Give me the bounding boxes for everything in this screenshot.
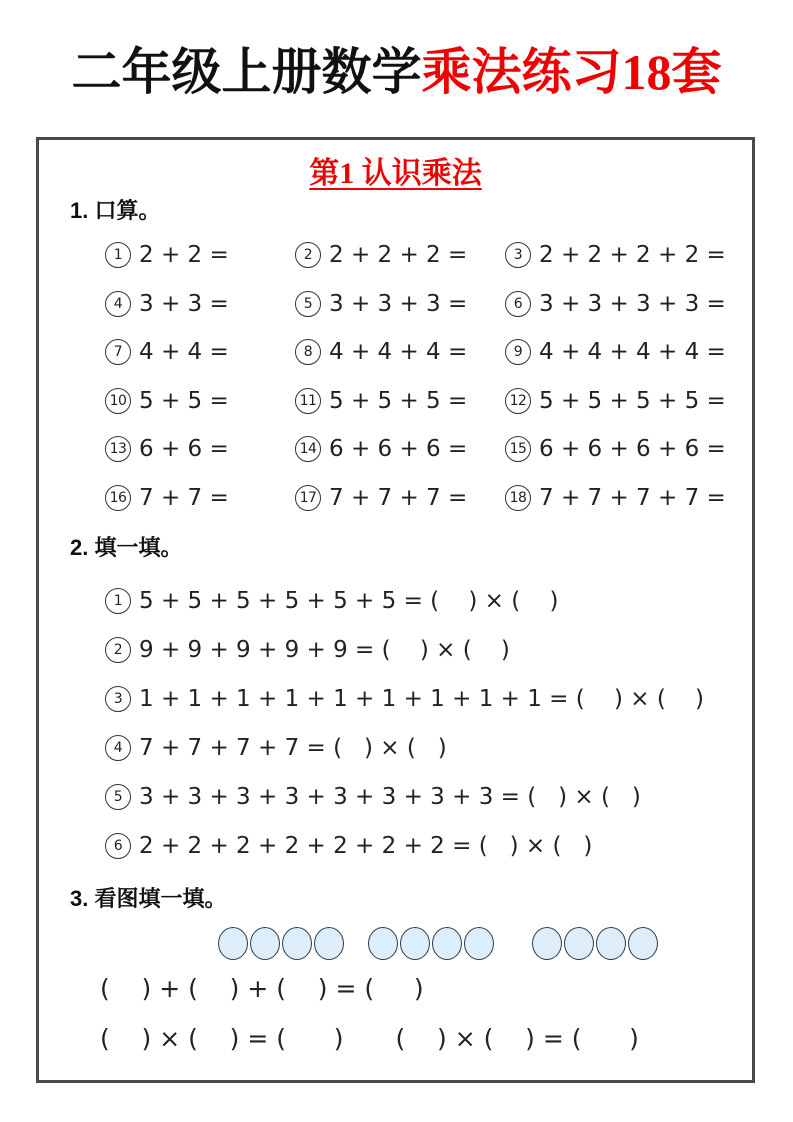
oral-problem-15 (505, 436, 753, 462)
circled-number: 18 (505, 485, 531, 511)
worksheet-section-title-text: 第1 认识乘法 (309, 157, 482, 190)
expression: 2 + 2 + 2 + 2 + 2 + 2 + 2 = ( ) × ( ) (139, 832, 593, 859)
circled-number: 1 (105, 588, 131, 614)
expression: 3 + 3 + 3 + 3 = (539, 290, 726, 317)
circled-number: 14 (295, 436, 321, 462)
page-title-black: 二年级上册数学 (71, 44, 422, 100)
fill-in-problem-5 (105, 772, 704, 821)
addition-equation-blank: ( ) + ( ) + ( ) = ( ) (100, 974, 424, 1003)
counter-circle (628, 927, 658, 960)
circle-group-1 (218, 927, 344, 960)
expression: 4 + 4 + 4 + 4 = (539, 339, 726, 366)
multiplication-equations-row (100, 1024, 639, 1053)
counter-circle (432, 927, 462, 960)
worksheet-box (36, 137, 755, 1083)
circled-number: 8 (295, 339, 321, 365)
counter-circle (218, 927, 248, 960)
counter-circle (596, 927, 626, 960)
circled-number: 4 (105, 735, 131, 761)
expression: 2 + 2 + 2 + 2 = (539, 242, 726, 269)
expression: 5 + 5 = (139, 387, 229, 414)
expression: 4 + 4 = (139, 339, 229, 366)
oral-calculation-grid (105, 231, 753, 522)
expression: 2 + 2 + 2 = (329, 242, 468, 269)
counter-circle (400, 927, 430, 960)
expression: 4 + 4 + 4 = (329, 339, 468, 366)
worksheet-section-title (39, 148, 752, 192)
oral-problem-7 (105, 339, 295, 365)
expression: 2 + 2 = (139, 242, 229, 269)
counter-circle (250, 927, 280, 960)
oral-problem-14 (295, 436, 505, 462)
circled-number: 5 (295, 291, 321, 317)
expression: 7 + 7 = (139, 484, 229, 511)
oral-problem-8 (295, 339, 505, 365)
expression: 7 + 7 + 7 + 7 = ( ) × ( ) (139, 734, 447, 761)
circle-group-2 (368, 927, 494, 960)
expression: 5 + 5 + 5 = (329, 387, 468, 414)
expression: 9 + 9 + 9 + 9 + 9 = ( ) × ( ) (139, 636, 510, 663)
oral-problem-11 (295, 388, 505, 414)
counter-circle (464, 927, 494, 960)
expression: 3 + 3 = (139, 290, 229, 317)
oral-problem-17 (295, 485, 505, 511)
counter-circle (564, 927, 594, 960)
expression: 3 + 3 + 3 = (329, 290, 468, 317)
fill-in-list (105, 576, 704, 870)
oral-problem-10 (105, 388, 295, 414)
circled-number: 5 (105, 784, 131, 810)
oral-problem-5 (295, 291, 505, 317)
oral-problem-18 (505, 485, 753, 511)
counter-circle (314, 927, 344, 960)
circled-number: 3 (505, 242, 531, 268)
circled-number: 6 (105, 833, 131, 859)
oral-problem-4 (105, 291, 295, 317)
section2-heading: 2. 填一填。 (70, 535, 183, 560)
expression: 1 + 1 + 1 + 1 + 1 + 1 + 1 + 1 + 1 = ( ) × ( ) (139, 685, 705, 712)
oral-problem-6 (505, 291, 753, 317)
circled-number: 13 (105, 436, 131, 462)
circled-number: 16 (105, 485, 131, 511)
fill-in-problem-4 (105, 723, 704, 772)
circled-number: 1 (105, 242, 131, 268)
circled-number: 2 (295, 242, 321, 268)
counter-circle (282, 927, 312, 960)
expression: 6 + 6 + 6 + 6 = (539, 436, 726, 463)
fill-in-problem-6 (105, 821, 704, 870)
circled-number: 4 (105, 291, 131, 317)
counter-circle (532, 927, 562, 960)
multiplication-equation-blank-1: ( ) × ( ) = ( ) (100, 1024, 344, 1053)
expression: 5 + 5 + 5 + 5 + 5 + 5 = ( ) × ( ) (139, 587, 559, 614)
page-title (0, 44, 793, 100)
oral-problem-9 (505, 339, 753, 365)
oral-problem-12 (505, 388, 753, 414)
section3-heading: 3. 看图填一填。 (70, 886, 227, 911)
oral-problem-13 (105, 436, 295, 462)
expression: 7 + 7 + 7 = (329, 484, 468, 511)
fill-in-problem-2 (105, 625, 704, 674)
expression: 6 + 6 = (139, 436, 229, 463)
circled-number: 2 (105, 637, 131, 663)
counter-circle (368, 927, 398, 960)
oral-problem-16 (105, 485, 295, 511)
oral-problem-2 (295, 242, 505, 268)
circled-number: 9 (505, 339, 531, 365)
oral-problem-1 (105, 242, 295, 268)
circled-number: 15 (505, 436, 531, 462)
circled-number: 11 (295, 388, 321, 414)
fill-in-problem-3 (105, 674, 704, 723)
circled-number: 6 (505, 291, 531, 317)
oral-problem-3 (505, 242, 753, 268)
expression: 7 + 7 + 7 + 7 = (539, 484, 726, 511)
fill-in-problem-1 (105, 576, 704, 625)
circled-number: 12 (505, 388, 531, 414)
page-title-red: 乘法练习18套 (421, 44, 722, 100)
multiplication-equation-blank-2: ( ) × ( ) = ( ) (395, 1024, 639, 1053)
section1-heading: 1. 口算。 (70, 198, 161, 223)
circled-number: 7 (105, 339, 131, 365)
expression: 3 + 3 + 3 + 3 + 3 + 3 + 3 + 3 = ( ) × ( ) (139, 783, 641, 810)
expression: 6 + 6 + 6 = (329, 436, 468, 463)
expression: 5 + 5 + 5 + 5 = (539, 387, 726, 414)
circled-number: 17 (295, 485, 321, 511)
circled-number: 3 (105, 686, 131, 712)
circled-number: 10 (105, 388, 131, 414)
circle-group-3 (532, 927, 658, 960)
